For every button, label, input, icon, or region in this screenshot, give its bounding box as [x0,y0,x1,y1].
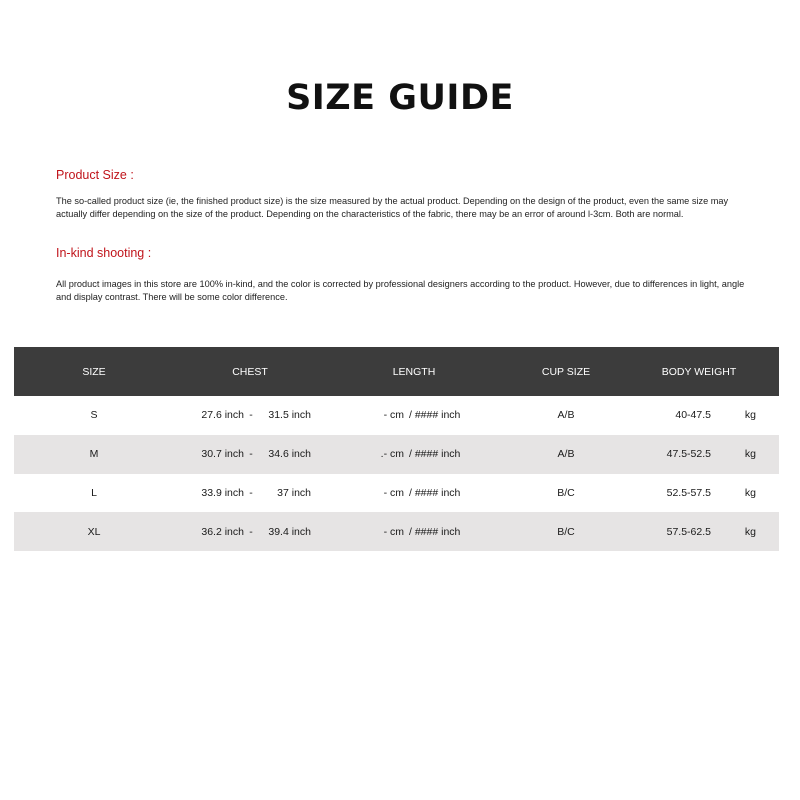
size-cell: S [90,409,98,422]
chest-min-cell: 33.9 inch [201,486,244,499]
in-kind-shooting-text: All product images in this store are 100% in-kind, and the color is corrected by professional designers according to the product. However, due to differences in light, angle and display contrast. There will be some color difference. [56,279,745,302]
header-length: LENGTH [392,365,436,378]
table-row [14,435,779,474]
cup-size-cell: A/B [557,448,575,461]
chest-max-cell: 37 inch [277,486,311,499]
weight-unit-cell: kg [744,525,756,538]
chest-max-cell: 31.5 inch [268,409,311,422]
length-inch-cell: / #### inch [409,448,461,461]
weight-cell: 57.5-62.5 [666,525,711,538]
length-inch-cell: / #### inch [409,486,461,499]
chest-separator: - [249,409,253,422]
size-cell: L [91,486,97,499]
table-row [14,474,779,513]
length-cm-cell: .- cm [380,448,404,461]
size-cell: XL [87,525,101,538]
cup-size-cell: A/B [557,409,575,422]
header-cup-size: CUP SIZE [541,365,591,378]
page-title: SIZE GUIDE [286,78,514,118]
weight-cell: 40-47.5 [675,409,711,422]
in-kind-shooting-heading: In-kind shooting : [56,246,152,260]
header-body-weight: BODY WEIGHT [661,365,737,378]
table-row [14,512,779,551]
chest-min-cell: 27.6 inch [201,409,244,422]
header-chest: CHEST [232,365,268,378]
length-cm-cell: - cm [383,409,404,422]
size-table-header [14,347,779,396]
cup-size-cell: B/C [557,525,575,538]
length-inch-cell: / #### inch [409,409,461,422]
chest-max-cell: 34.6 inch [268,448,311,461]
chest-min-cell: 36.2 inch [201,525,244,538]
chest-separator: - [249,525,253,538]
chest-min-cell: 30.7 inch [201,448,244,461]
chest-max-cell: 39.4 inch [268,525,311,538]
length-cm-cell: - cm [383,525,404,538]
weight-cell: 52.5-57.5 [666,486,711,499]
size-table [14,347,779,551]
cup-size-cell: B/C [557,486,575,499]
chest-separator: - [249,448,253,461]
weight-unit-cell: kg [744,486,756,499]
length-cm-cell: - cm [383,486,404,499]
header-size: SIZE [82,365,106,378]
product-size-heading: Product Size : [56,168,134,182]
size-cell: M [89,448,99,461]
weight-cell: 47.5-52.5 [666,448,711,461]
chest-separator: - [249,486,253,499]
table-row [14,396,779,435]
length-inch-cell: / #### inch [409,525,461,538]
weight-unit-cell: kg [744,448,756,461]
weight-unit-cell: kg [744,409,756,422]
product-size-text: The so-called product size (ie, the finished product size) is the size measured by the actual product. Depending on the design of the product, even the same size may actually differ depending on the size of the product. Depending on the characteristics of the fabric, there may be an error of around l-3cm. Both are normal. [56,196,729,219]
